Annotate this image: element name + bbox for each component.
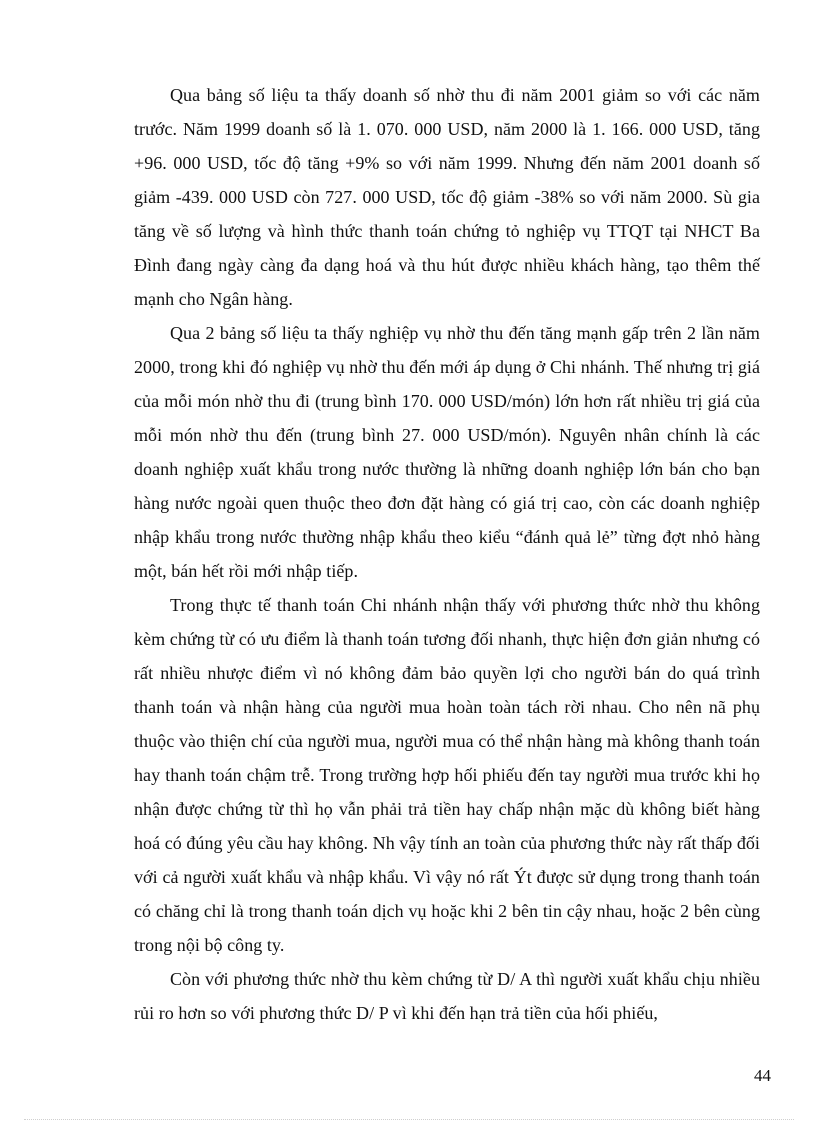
paragraph-2: Qua 2 bảng số liệu ta thấy nghiệp vụ nhờ thu đến tăng mạnh gấp trên 2 lần năm 2000, trong khi đó nghiệp vụ nhờ thu đến mới áp dụng ở Chi nhánh. Thế nhưng trị giá của mỗi món nhờ thu đi (trung bình 170. 000 USD/món) lớn hơn rất nhiều trị giá của mỗi món nhờ thu đến (trung bình 27. 000 USD/món). Nguyên nhân chính là các doanh nghiệp xuất khẩu trong nước thường là những doanh nghiệp lớn bán cho bạn hàng nước ngoài quen thuộc theo đơn đặt hàng có giá trị cao, còn các doanh nghiệp nhập khẩu trong nước thường nhập khẩu theo kiểu “đánh quả lẻ” từng đợt nhỏ hàng một, bán hết rồi mới nhập tiếp.	[134, 323, 760, 581]
paragraph-4: Còn với phương thức nhờ thu kèm chứng từ D/ A thì người xuất khẩu chịu nhiều rủi ro hơn so với phương thức D/ P vì khi đến hạn trả tiền của hối phiếu,	[134, 969, 760, 1023]
paragraph-1: Qua bảng số liệu ta thấy doanh số nhờ thu đi năm 2001 giảm so với các năm trước. Năm 1999 doanh số là 1. 070. 000 USD, năm 2000 là 1. 166. 000 USD, tăng +96. 000 USD, tốc độ tăng +9% so với năm 1999. Nhưng đến năm 2001 doanh số giảm -439. 000 USD còn 727. 000 USD, tốc độ giảm -38% so với năm 2000. Sù gia tăng về số lượng và hình thức thanh toán chứng tỏ nghiệp vụ TTQT tại NHCT Ba Đình đang ngày càng đa dạng hoá và thu hút được nhiều khách hàng, tạo thêm thế mạnh cho Ngân hàng.	[134, 85, 760, 309]
body-text	[134, 78, 760, 1030]
page-number: 44	[754, 1066, 771, 1085]
paragraph-3: Trong thực tế thanh toán Chi nhánh nhận thấy với phương thức nhờ thu không kèm chứng từ có ưu điểm là thanh toán tương đối nhanh, thực hiện đơn giản nhưng có rất nhiều nhược điểm vì nó không đảm bảo quyền lợi cho người bán do quá trình thanh toán và nhận hàng của người mua hoàn toàn tách rời nhau. Cho nên nã phụ thuộc vào thiện chí của người mua, người mua có thể nhận hàng mà không thanh toán hay thanh toán chậm trễ. Trong trường hợp hối phiếu đến tay người mua trước khi họ nhận được chứng từ thì họ vẫn phải trả tiền hay chấp nhận mặc dù không biết hàng hoá có đúng yêu cầu hay không. Nh vậy tính an toàn của phương thức này rất thấp đối với cả người xuất khẩu và nhập khẩu. Vì vậy nó rất Ýt được sử dụng trong thanh toán có chăng chỉ là trong thanh toán dịch vụ hoặc khi 2 bên tin cậy nhau, hoặc 2 bên cùng trong nội bộ công ty.	[134, 595, 760, 955]
bottom-divider	[24, 1119, 794, 1120]
